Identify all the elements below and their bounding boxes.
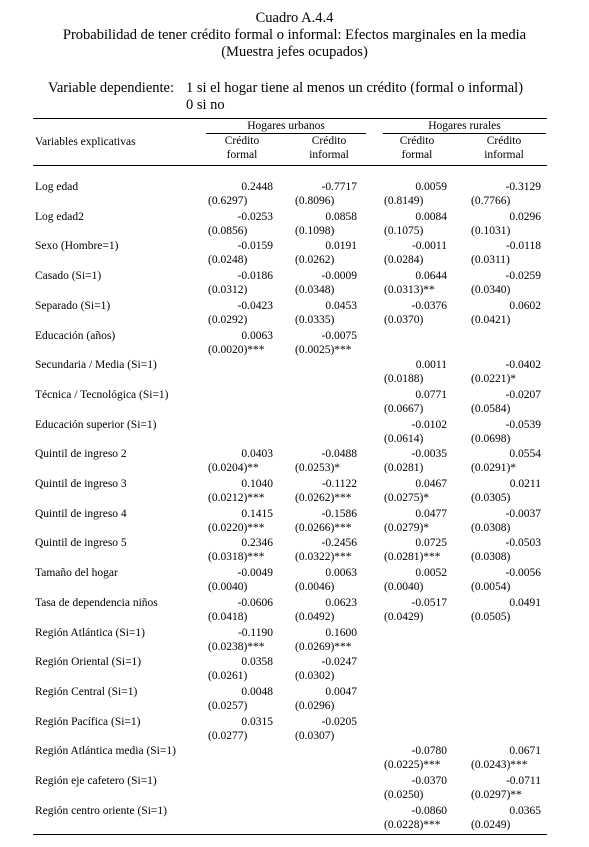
row-label: Quintil de ingreso 4 [35, 507, 127, 520]
coefficient-value: 0.0063 [241, 329, 273, 342]
group-header-urban: Hogares urbanos [247, 120, 325, 132]
coefficient-value: 0.0084 [415, 210, 447, 223]
table-row [0, 447, 589, 477]
standard-error: (0.0257) [208, 699, 248, 712]
standard-error: (0.0046) [295, 581, 335, 594]
coefficient-cell [294, 536, 384, 564]
row-label: Región Central (Si=1) [35, 685, 138, 698]
coefficient-value: -0.0247 [321, 656, 357, 669]
coefficient-value: 0.0491 [509, 596, 541, 609]
coefficient-value: -0.0118 [505, 240, 541, 253]
coefficient-value: -0.3129 [505, 181, 541, 193]
coefficient-value: 0.0358 [241, 656, 273, 669]
coefficient-cell [294, 329, 384, 357]
coefficient-cell [470, 358, 560, 386]
standard-error: (0.0054) [471, 581, 511, 594]
group-header-rural: Hogares rurales [428, 120, 501, 132]
standard-error: (0.0248) [208, 254, 248, 267]
coefficient-value: 0.0453 [325, 299, 357, 312]
coefficient-value: 0.0725 [415, 537, 447, 550]
standard-error: (0.0348) [295, 284, 335, 297]
standard-error: (0.0262)*** [295, 492, 352, 504]
standard-error: (0.0284) [384, 254, 424, 267]
coefficient-cell [207, 596, 297, 624]
standard-error: (0.0305) [471, 492, 511, 504]
coefficient-value: -0.2456 [321, 537, 357, 550]
coefficient-cell [207, 210, 297, 238]
row-label: Región Oriental (Si=1) [35, 656, 142, 669]
coefficient-cell [294, 477, 384, 505]
coefficient-cell [294, 566, 384, 594]
table-row [0, 507, 589, 537]
standard-error: (0.0302) [295, 670, 335, 683]
coefficient-cell [207, 536, 297, 564]
coefficient-cell [207, 239, 297, 267]
standard-error: (0.0281)*** [384, 551, 441, 564]
coefficient-cell [383, 507, 473, 535]
coefficient-cell [294, 180, 384, 208]
coefficient-cell [470, 210, 560, 238]
standard-error: (0.0212)*** [208, 492, 265, 504]
coefficient-value: -0.0539 [505, 418, 541, 431]
table-row [0, 566, 589, 596]
standard-error: (0.0204)** [208, 462, 259, 475]
row-label: Quintil de ingreso 3 [35, 478, 127, 490]
coefficient-cell [207, 566, 297, 594]
standard-error: (0.8096) [295, 195, 335, 207]
standard-error: (0.0667) [384, 402, 424, 415]
table-title: Cuadro A.4.4 [255, 10, 334, 26]
coefficient-cell [383, 358, 473, 386]
standard-error: (0.0281) [384, 462, 424, 475]
standard-error: (0.0277) [208, 729, 248, 742]
coefficient-cell [470, 447, 560, 475]
standard-error: (0.0040) [384, 581, 424, 594]
coefficient-value: -0.0207 [505, 388, 541, 401]
coefficient-value: 0.0858 [325, 210, 357, 223]
standard-error: (0.0429) [384, 610, 424, 623]
standard-error: (0.0421) [471, 313, 511, 326]
standard-error: (0.0228)*** [384, 818, 441, 831]
standard-error: (0.0275)* [384, 492, 430, 504]
coefficient-cell [470, 239, 560, 267]
table-row [0, 715, 589, 745]
table-row [0, 418, 589, 448]
standard-error: (0.0312) [208, 284, 248, 297]
row-label: Secundaria / Media (Si=1) [35, 359, 157, 372]
coefficient-value: -0.0376 [411, 299, 447, 312]
row-label: Región centro oriente (Si=1) [35, 804, 167, 817]
standard-error: (0.0313)** [384, 284, 435, 297]
column-header-variables: Variables explicativas [35, 136, 136, 148]
coefficient-cell [383, 744, 473, 772]
table-row [0, 536, 589, 566]
coefficient-cell [294, 210, 384, 238]
coefficient-cell [294, 655, 384, 683]
row-label: Quintil de ingreso 5 [35, 537, 127, 550]
coefficient-cell [294, 507, 384, 535]
coefficient-value: -0.0009 [321, 270, 357, 283]
coefficient-cell [294, 626, 384, 654]
coefficient-value: -0.7717 [321, 181, 357, 193]
coefficient-value: 0.0771 [415, 388, 447, 401]
standard-error: (0.1075) [384, 224, 424, 237]
coefficient-value: -0.0860 [411, 804, 447, 817]
coefficient-cell [207, 477, 297, 505]
coefficient-value: 0.0623 [325, 596, 357, 609]
table-row [0, 299, 589, 329]
coefficient-cell [294, 269, 384, 297]
coefficient-cell [470, 507, 560, 535]
standard-error: (0.0188) [384, 373, 424, 386]
standard-error: (0.0296) [295, 699, 335, 712]
coefficient-value: 0.0063 [325, 567, 357, 580]
row-label: Educación superior (Si=1) [35, 418, 157, 431]
coefficient-value: 0.2448 [241, 181, 273, 193]
coefficient-value: -0.0049 [237, 567, 273, 580]
coefficient-value: 0.0365 [509, 804, 541, 817]
coefficient-value: -0.1190 [237, 626, 273, 639]
table-row [0, 180, 589, 210]
column-header-urban-formal: Crédito formal [224, 135, 260, 161]
coefficient-cell [383, 418, 473, 446]
table-row [0, 804, 589, 834]
coefficient-cell [470, 566, 560, 594]
standard-error: (0.0856) [208, 224, 248, 237]
coefficient-value: 0.0296 [509, 210, 541, 223]
table-row [0, 358, 589, 388]
coefficient-value: -0.0503 [505, 537, 541, 550]
coefficient-cell [470, 180, 560, 208]
coefficient-cell [470, 269, 560, 297]
coefficient-cell [470, 477, 560, 505]
standard-error: (0.0307) [295, 729, 335, 742]
coefficient-cell [207, 715, 297, 743]
coefficient-value: 0.1040 [241, 478, 273, 490]
table-row [0, 477, 589, 507]
coefficient-cell [207, 507, 297, 535]
coefficient-cell [383, 388, 473, 416]
coefficient-cell [207, 329, 297, 357]
standard-error: (0.0279)* [384, 521, 430, 534]
coefficient-cell [207, 269, 297, 297]
table-subtitle-sample: (Muestra jefes ocupados) [221, 44, 368, 60]
coefficient-cell [383, 210, 473, 238]
dependent-variable-label: Variable dependiente: [48, 80, 175, 96]
coefficient-cell [294, 239, 384, 267]
coefficient-cell [383, 804, 473, 832]
coefficient-cell [470, 536, 560, 564]
coefficient-value: 0.0052 [415, 567, 447, 580]
row-label: Región eje cafetero (Si=1) [35, 775, 157, 787]
standard-error: (0.0253)* [295, 462, 341, 475]
coefficient-cell [294, 685, 384, 713]
coefficient-value: 0.0011 [415, 359, 447, 372]
coefficient-cell [207, 299, 297, 327]
row-label: Técnica / Tecnológica (Si=1) [35, 388, 169, 401]
standard-error: (0.7766) [471, 195, 511, 207]
standard-error: (0.0584) [471, 402, 511, 415]
coefficient-value: 0.0048 [241, 685, 273, 698]
coefficient-value: -0.1122 [321, 478, 357, 490]
standard-error: (0.0698) [471, 432, 511, 445]
table-row [0, 388, 589, 418]
row-label: Región Atlántica (Si=1) [35, 626, 145, 639]
coefficient-cell [470, 744, 560, 772]
coefficient-cell [294, 447, 384, 475]
standard-error: (0.6297) [208, 195, 248, 207]
coefficient-value: -0.0102 [411, 418, 447, 431]
standard-error: (0.0335) [295, 313, 335, 326]
coefficient-value: -0.1586 [321, 507, 357, 520]
coefficient-value: -0.0253 [237, 210, 273, 223]
standard-error: (0.0261) [208, 670, 248, 683]
coefficient-cell [207, 447, 297, 475]
coefficient-value: -0.0205 [321, 715, 357, 728]
coefficient-value: -0.0370 [411, 775, 447, 787]
coefficient-value: -0.0159 [237, 240, 273, 253]
coefficient-cell [383, 477, 473, 505]
standard-error: (0.0492) [295, 610, 335, 623]
standard-error: (0.0340) [471, 284, 511, 297]
coefficient-value: -0.0056 [505, 567, 541, 580]
coefficient-value: 0.0211 [509, 478, 541, 490]
standard-error: (0.0370) [384, 313, 424, 326]
coefficient-value: -0.0037 [505, 507, 541, 520]
coefficient-cell [383, 239, 473, 267]
coefficient-cell [383, 566, 473, 594]
standard-error: (0.1098) [295, 224, 335, 237]
coefficient-cell [383, 447, 473, 475]
row-label: Casado (Si=1) [35, 270, 102, 283]
standard-error: (0.1031) [471, 224, 511, 237]
table-subtitle: Probabilidad de tener crédito formal o informal: Efectos marginales en la media [62, 27, 527, 43]
standard-error: (0.0250) [384, 789, 424, 801]
row-label: Educación (años) [35, 329, 116, 342]
coefficient-value: -0.0488 [321, 448, 357, 461]
coefficient-value: -0.0517 [411, 596, 447, 609]
standard-error: (0.0020)*** [208, 343, 265, 356]
coefficient-value: -0.0711 [505, 775, 541, 787]
coefficient-cell [470, 418, 560, 446]
coefficient-cell [207, 685, 297, 713]
standard-error: (0.0418) [208, 610, 248, 623]
coefficient-cell [207, 626, 297, 654]
coefficient-cell [470, 774, 560, 802]
table-row [0, 269, 589, 299]
row-label: Log edad2 [35, 210, 84, 223]
coefficient-value: -0.0186 [237, 270, 273, 283]
table-row [0, 744, 589, 774]
standard-error: (0.0505) [471, 610, 511, 623]
row-label: Tasa de dependencia niños [35, 596, 158, 609]
table-row [0, 626, 589, 656]
table-bottom-rule [33, 834, 547, 835]
column-header-urban-informal: Crédito informal [309, 135, 349, 161]
coefficient-value: 0.2346 [241, 537, 273, 550]
coefficient-cell [383, 596, 473, 624]
coefficient-cell [294, 299, 384, 327]
standard-error: (0.0318)*** [208, 551, 265, 564]
coefficient-cell [470, 299, 560, 327]
coefficient-value: 0.0059 [415, 181, 447, 193]
standard-error: (0.0225)*** [384, 759, 441, 772]
coefficient-cell [383, 536, 473, 564]
standard-error: (0.0297)** [471, 789, 522, 801]
table-row [0, 239, 589, 269]
table-row [0, 774, 589, 804]
coefficient-value: 0.0403 [241, 448, 273, 461]
row-label: Región Pacífica (Si=1) [35, 715, 141, 728]
standard-error: (0.0238)*** [208, 640, 265, 653]
coefficient-cell [207, 180, 297, 208]
standard-error: (0.0291)* [471, 462, 517, 475]
coefficient-cell [470, 596, 560, 624]
standard-error: (0.0311) [471, 254, 510, 267]
coefficient-value: 0.0644 [415, 270, 447, 283]
coefficient-cell [383, 774, 473, 802]
coefficient-cell [207, 655, 297, 683]
coefficient-value: 0.0602 [509, 299, 541, 312]
row-label: Región Atlántica media (Si=1) [35, 745, 176, 758]
row-label: Separado (Si=1) [35, 299, 111, 312]
standard-error: (0.0614) [384, 432, 424, 445]
coefficient-value: -0.0606 [237, 596, 273, 609]
standard-error: (0.0266)*** [295, 521, 352, 534]
row-label: Quintil de ingreso 2 [35, 448, 127, 461]
standard-error: (0.0262) [295, 254, 335, 267]
column-header-rural-formal: Crédito formal [399, 135, 435, 161]
standard-error: (0.0269)*** [295, 640, 352, 653]
row-label: Tamaño del hogar [35, 567, 118, 580]
coefficient-cell [294, 596, 384, 624]
coefficient-value: -0.0402 [505, 359, 541, 372]
coefficient-value: 0.0315 [241, 715, 273, 728]
table-row [0, 685, 589, 715]
coefficient-value: -0.0259 [505, 270, 541, 283]
coefficient-value: -0.0780 [411, 745, 447, 758]
coefficient-value: 0.0671 [509, 745, 541, 758]
coefficient-value: 0.0191 [325, 240, 357, 253]
coefficient-cell [383, 299, 473, 327]
standard-error: (0.0243)*** [471, 759, 528, 772]
standard-error: (0.0221)* [471, 373, 517, 386]
coefficient-value: -0.0075 [321, 329, 357, 342]
table-row [0, 210, 589, 240]
standard-error: (0.0040) [208, 581, 248, 594]
standard-error: (0.0249) [471, 818, 511, 831]
coefficient-value: -0.0423 [237, 299, 273, 312]
coefficient-value: 0.0477 [415, 507, 447, 520]
standard-error: (0.8149) [384, 195, 424, 207]
coefficient-value: 0.0047 [325, 685, 357, 698]
standard-error: (0.0322)*** [295, 551, 352, 564]
coefficient-cell [383, 269, 473, 297]
dependent-variable-value-1: 1 si el hogar tiene al menos un crédito (formal o informal) [186, 80, 524, 96]
table-row [0, 329, 589, 359]
standard-error: (0.0025)*** [295, 343, 352, 356]
row-label: Sexo (Hombre=1) [35, 240, 119, 253]
coefficient-value: 0.1415 [241, 507, 273, 520]
coefficient-value: 0.1600 [325, 626, 357, 639]
standard-error: (0.0308) [471, 551, 511, 564]
standard-error: (0.0220)*** [208, 521, 265, 534]
dependent-variable-value-2: 0 si no [186, 97, 225, 113]
coefficient-cell [470, 804, 560, 832]
coefficient-cell [294, 715, 384, 743]
coefficient-value: 0.0467 [415, 478, 447, 490]
coefficient-value: 0.0554 [509, 448, 541, 461]
coefficient-cell [470, 388, 560, 416]
row-label: Log edad [35, 181, 79, 193]
column-header-rural-informal: Crédito informal [484, 135, 524, 161]
coefficient-value: -0.0011 [411, 240, 447, 253]
table-row [0, 596, 589, 626]
standard-error: (0.0292) [208, 313, 248, 326]
coefficient-cell [383, 180, 473, 208]
coefficient-value: -0.0035 [411, 448, 447, 461]
table-row [0, 655, 589, 685]
standard-error: (0.0308) [471, 521, 511, 534]
